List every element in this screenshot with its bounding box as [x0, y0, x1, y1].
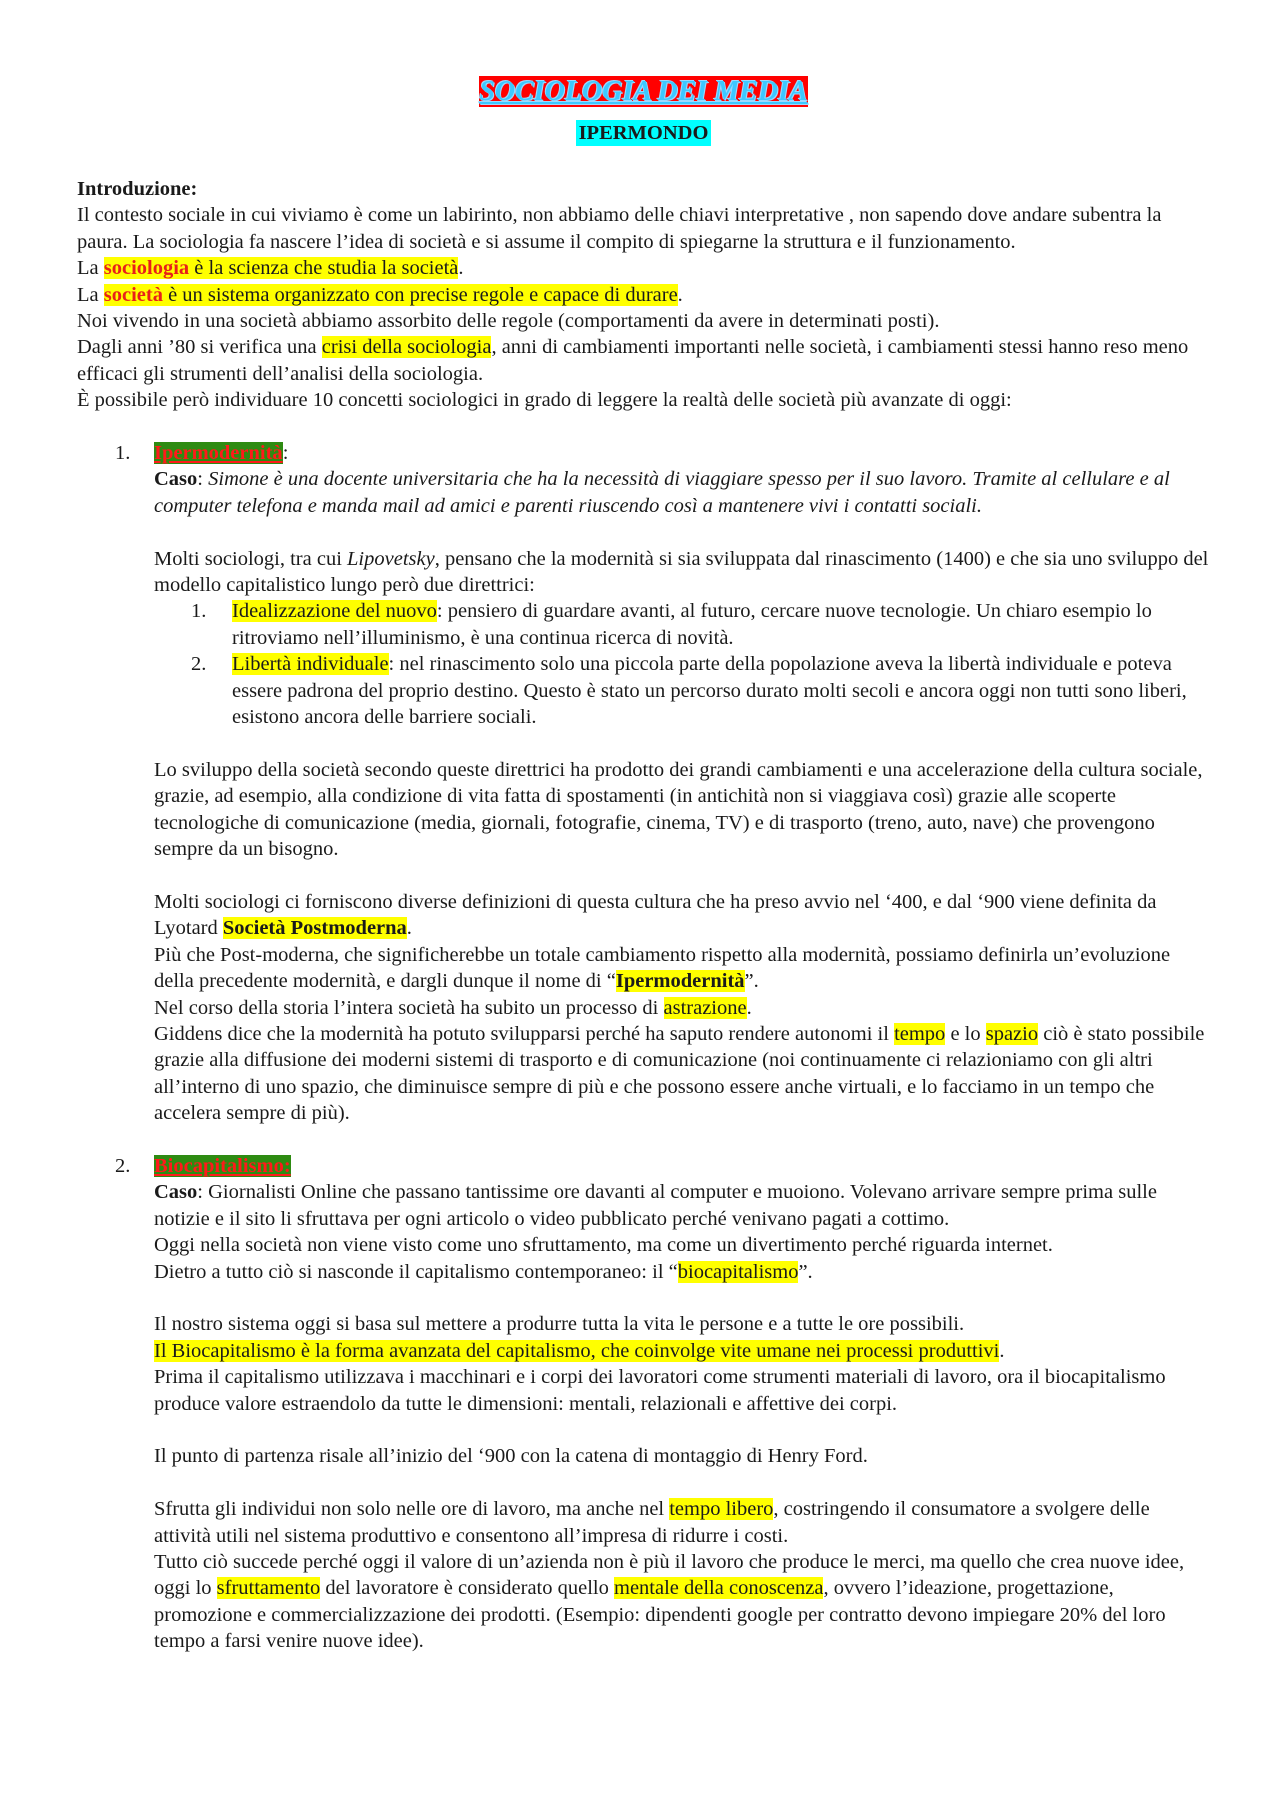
- s2p8-highlight-sfruttamento: sfruttamento: [216, 1577, 321, 1600]
- section-1-subitem-2: [154, 651, 1210, 730]
- section-1-paragraph-5: [154, 995, 1210, 1021]
- s1p4-prefix: Più che Post-moderna, che significherebbe un totale cambiamento rispetto alla modernità, possiamo definirla un’evoluzione della precedente modernità, e dargli dunque il nome di “: [154, 943, 1171, 993]
- subitem-2-highlight: Libertà individuale: [232, 653, 389, 676]
- intro-heading: Introduzione:: [77, 178, 198, 200]
- section-ipermodernita: [77, 440, 1210, 1127]
- s1p5-highlight: astrazione: [663, 996, 747, 1019]
- intro-p3-highlight: crisi della sociologia: [321, 336, 492, 359]
- intro-definition-sociologia: [77, 255, 1210, 281]
- s1p6-highlight-spazio: spazio: [985, 1022, 1039, 1045]
- intro-paragraph-1: Il contesto sociale in cui viviamo è come un labirinto, non abbiamo delle chiavi interpretative , non sapendo dove andare subentra la paura. La sociologia fa nascere l’idea di società e si assume il compito di spiegarne la struttura e il funzionamento.: [77, 204, 1162, 253]
- s2p8-prefix: Tutto ciò succede perché oggi il valore di un’azienda non è più il lavoro che produce le merci, ma quello che crea nuove idee, oggi lo: [154, 1551, 1185, 1600]
- def1-term: sociologia: [103, 257, 190, 280]
- s2p7-rest: , costringendo il consumatore a svolgere delle attività utili nel sistema produttivo e consentono all’impresa di ridurre i costi.: [154, 1498, 1150, 1547]
- title-block: [77, 76, 1210, 118]
- s2p8-rest: , ovvero l’ideazione, progettazione, promozione e commercializzazione dei prodotti. (Esempio: dipendenti google per contratto devono impiegare 20% del loro tempo a farsi venire nuove idee).: [154, 1577, 1166, 1653]
- s2p2-end: ”.: [798, 1260, 813, 1283]
- s2p7-prefix: Sfrutta gli individui non solo nelle ore di lavoro, ma anche nel: [154, 1498, 670, 1521]
- s1p6-rest: ciò è stato possibile grazie alla diffusione dei moderni sistemi di trasporto e di comunicazione (noi continuamente ci relazioniamo con gli altri all’interno di uno spazio, che diminuisce sempre di più e che possono essere anche virtuali, e lo facciamo in un tempo che accelera sempre di più).: [154, 1022, 1205, 1125]
- section-2-caso-label: Caso: [154, 1181, 198, 1204]
- section-1-caso-sep: :: [197, 468, 209, 491]
- section-1-paragraph-3: [154, 889, 1210, 942]
- s1p6-prefix: Giddens dice che la modernità ha potuto svilupparsi perché ha saputo rendere autonomi il: [154, 1022, 895, 1045]
- section-1-heading: Ipermodernità: [154, 442, 283, 465]
- section-biocapitalismo: [77, 1153, 1210, 1655]
- section-2-paragraph-3: Il nostro sistema oggi si basa sul mettere a produrre tutta la vita le persone e a tutte le ore possibili.: [154, 1313, 965, 1336]
- section-2-paragraph-2: [154, 1259, 1210, 1285]
- section-2-paragraph-8: [154, 1549, 1210, 1655]
- section-2-caso-text: Giornalisti Online che passano tantissime ore davanti al computer e muoiono. Volevano arrivare sempre prima sulle notizie e il sito li sfruttava per ogni articolo o video pubblicato perché venivano pagati a cottimo.: [154, 1181, 1157, 1230]
- s2p8-highlight-conoscenza: mentale della conoscenza: [614, 1577, 824, 1600]
- s2p4-end: .: [999, 1339, 1005, 1362]
- section-2-caso-sep: :: [197, 1181, 209, 1204]
- section-1-caso-label: Caso: [154, 468, 198, 491]
- s1p3-end: .: [406, 917, 412, 940]
- section-1-number: 1.: [115, 442, 131, 465]
- s1p1-name: Lipovetsky: [347, 547, 435, 570]
- s2p2-highlight: biocapitalismo: [677, 1260, 799, 1283]
- subitem-1-highlight: Idealizzazione del nuovo: [232, 600, 437, 623]
- def1-text: è la scienza che studia la società: [189, 257, 459, 280]
- section-1-paragraph-6: [154, 1021, 1210, 1127]
- s2p8-mid: del lavoratore è considerato quello: [320, 1577, 614, 1600]
- s1p6-mid: e lo: [945, 1022, 986, 1045]
- s1p3-prefix: Molti sociologi ci forniscono diverse definizioni di questa cultura che ha preso avvio nel ‘400, e dal ‘900 viene definita da Lyotard: [154, 890, 1157, 940]
- section-2-heading: Biocapitalismo:: [154, 1154, 291, 1177]
- intro-paragraph-2: Noi vivendo in una società abbiamo assorbito delle regole (comportamenti da avere in determinati posti).: [77, 310, 940, 333]
- section-2-paragraph-7: [154, 1496, 1210, 1549]
- section-1-caso-text: Simone è una docente universitaria che ha la necessità di viaggiare spesso per il suo lavoro. Tramite al cellulare e al computer telefona e manda mail ad amici e parenti riuscendo così a mantenere vivi i contatti sociali.: [154, 468, 1170, 517]
- section-1-heading-line: [154, 440, 1210, 466]
- s2p4-highlight: Il Biocapitalismo è la forma avanzata del capitalismo, che coinvolge vite umane nei processi produttivi: [154, 1339, 1000, 1362]
- s1p3-highlight: Società Postmoderna: [222, 917, 407, 940]
- s1p5-end: .: [746, 996, 752, 1019]
- section-2-heading-line: [154, 1153, 1210, 1179]
- document-subtitle: IPERMONDO: [576, 120, 712, 146]
- section-1-heading-suffix: :: [282, 442, 289, 465]
- intro-paragraph-3: [77, 334, 1210, 387]
- intro-definition-societa: [77, 282, 1210, 308]
- section-1-paragraph-4: [154, 942, 1210, 995]
- section-1-paragraph-1: [154, 546, 1210, 599]
- def2-end: .: [677, 283, 683, 306]
- def2-prefix: La: [77, 283, 104, 306]
- section-1-caso: [154, 466, 1210, 519]
- document-title: SOCIOLOGIA DEI MEDIA: [479, 76, 808, 107]
- s2p2-prefix: Dietro a tutto ciò si nasconde il capitalismo contemporaneo: il “: [154, 1260, 678, 1283]
- def1-end: .: [458, 257, 464, 280]
- s2p7-highlight: tempo libero: [669, 1498, 774, 1521]
- subitem-2-number: 2.: [191, 653, 207, 676]
- subitem-1-text: : pensiero di guardare avanti, al futuro, cercare nuove tecnologie. Un chiaro esempio lo ritroviamo nell’illuminismo, è una continua ricerca di novità.: [232, 600, 1152, 649]
- section-2-paragraph-4: [154, 1338, 1210, 1364]
- section-2-paragraph-5: Prima il capitalismo utilizzava i macchinari e i corpi dei lavoratori come strumenti materiali di lavoro, ora il biocapitalismo produce valore estraendolo da tutte le dimensioni: mentali, relazionali e affettive dei corpi.: [154, 1366, 1166, 1415]
- intro-paragraph-4: È possibile però individuare 10 concetti sociologici in grado di leggere la realtà delle società più avanzate di oggi:: [77, 389, 1012, 412]
- s1p6-highlight-tempo: tempo: [894, 1022, 946, 1045]
- intro-p3-prefix: Dagli anni ’80 si verifica una: [77, 336, 322, 359]
- section-1-subitem-1: [154, 598, 1210, 651]
- s1p4-end: ”.: [744, 970, 759, 993]
- def1-prefix: La: [77, 257, 104, 280]
- subitem-1-number: 1.: [191, 600, 207, 623]
- def2-term: società: [103, 283, 163, 306]
- section-1-paragraph-2: Lo sviluppo della società secondo queste direttrici ha prodotto dei grandi cambiamenti e una accelerazione della cultura sociale, grazie, ad esempio, alla condizione di vita fatta di spostamenti (in antichità non si viaggiava così) grazie alle scoperte tecnologiche di comunicazione (media, giornali, fotografie, cinema, TV) e di trasporto (treno, auto, nave) che provengono sempre da un bisogno.: [154, 758, 1203, 861]
- section-2-number: 2.: [115, 1154, 131, 1177]
- section-2-caso: [154, 1179, 1210, 1232]
- subtitle-block: [77, 120, 1210, 176]
- s1p4-highlight: Ipermodernità: [615, 970, 745, 993]
- section-2-paragraph-1: Oggi nella società non viene visto come uno sfruttamento, ma come un divertimento perché riguarda internet.: [154, 1234, 1053, 1257]
- s1p5-prefix: Nel corso della storia l’intera società ha subito un processo di: [154, 996, 664, 1019]
- intro-p3-rest: , anni di cambiamenti importanti nelle società, i cambiamenti stessi hanno reso meno efficaci gli strumenti dell’analisi della sociologia.: [77, 336, 1189, 385]
- s1p1-prefix: Molti sociologi, tra cui: [154, 547, 348, 570]
- def2-text: è un sistema organizzato con precise regole e capace di durare: [162, 283, 678, 306]
- section-2-paragraph-6: Il punto di partenza risale all’inizio del ‘900 con la catena di montaggio di Henry Ford.: [154, 1445, 868, 1468]
- s1p1-rest: , pensano che la modernità si sia sviluppata dal rinascimento (1400) e che sia uno sviluppo del modello capitalistico lungo però due direttrici:: [154, 547, 1209, 597]
- subitem-2-text: : nel rinascimento solo una piccola parte della popolazione aveva la libertà individuale e poteva essere padrona del proprio destino. Questo è stato un percorso durato molti secoli e ancora oggi non tutti sono liberi, esistono ancora delle barriere sociali.: [232, 653, 1187, 729]
